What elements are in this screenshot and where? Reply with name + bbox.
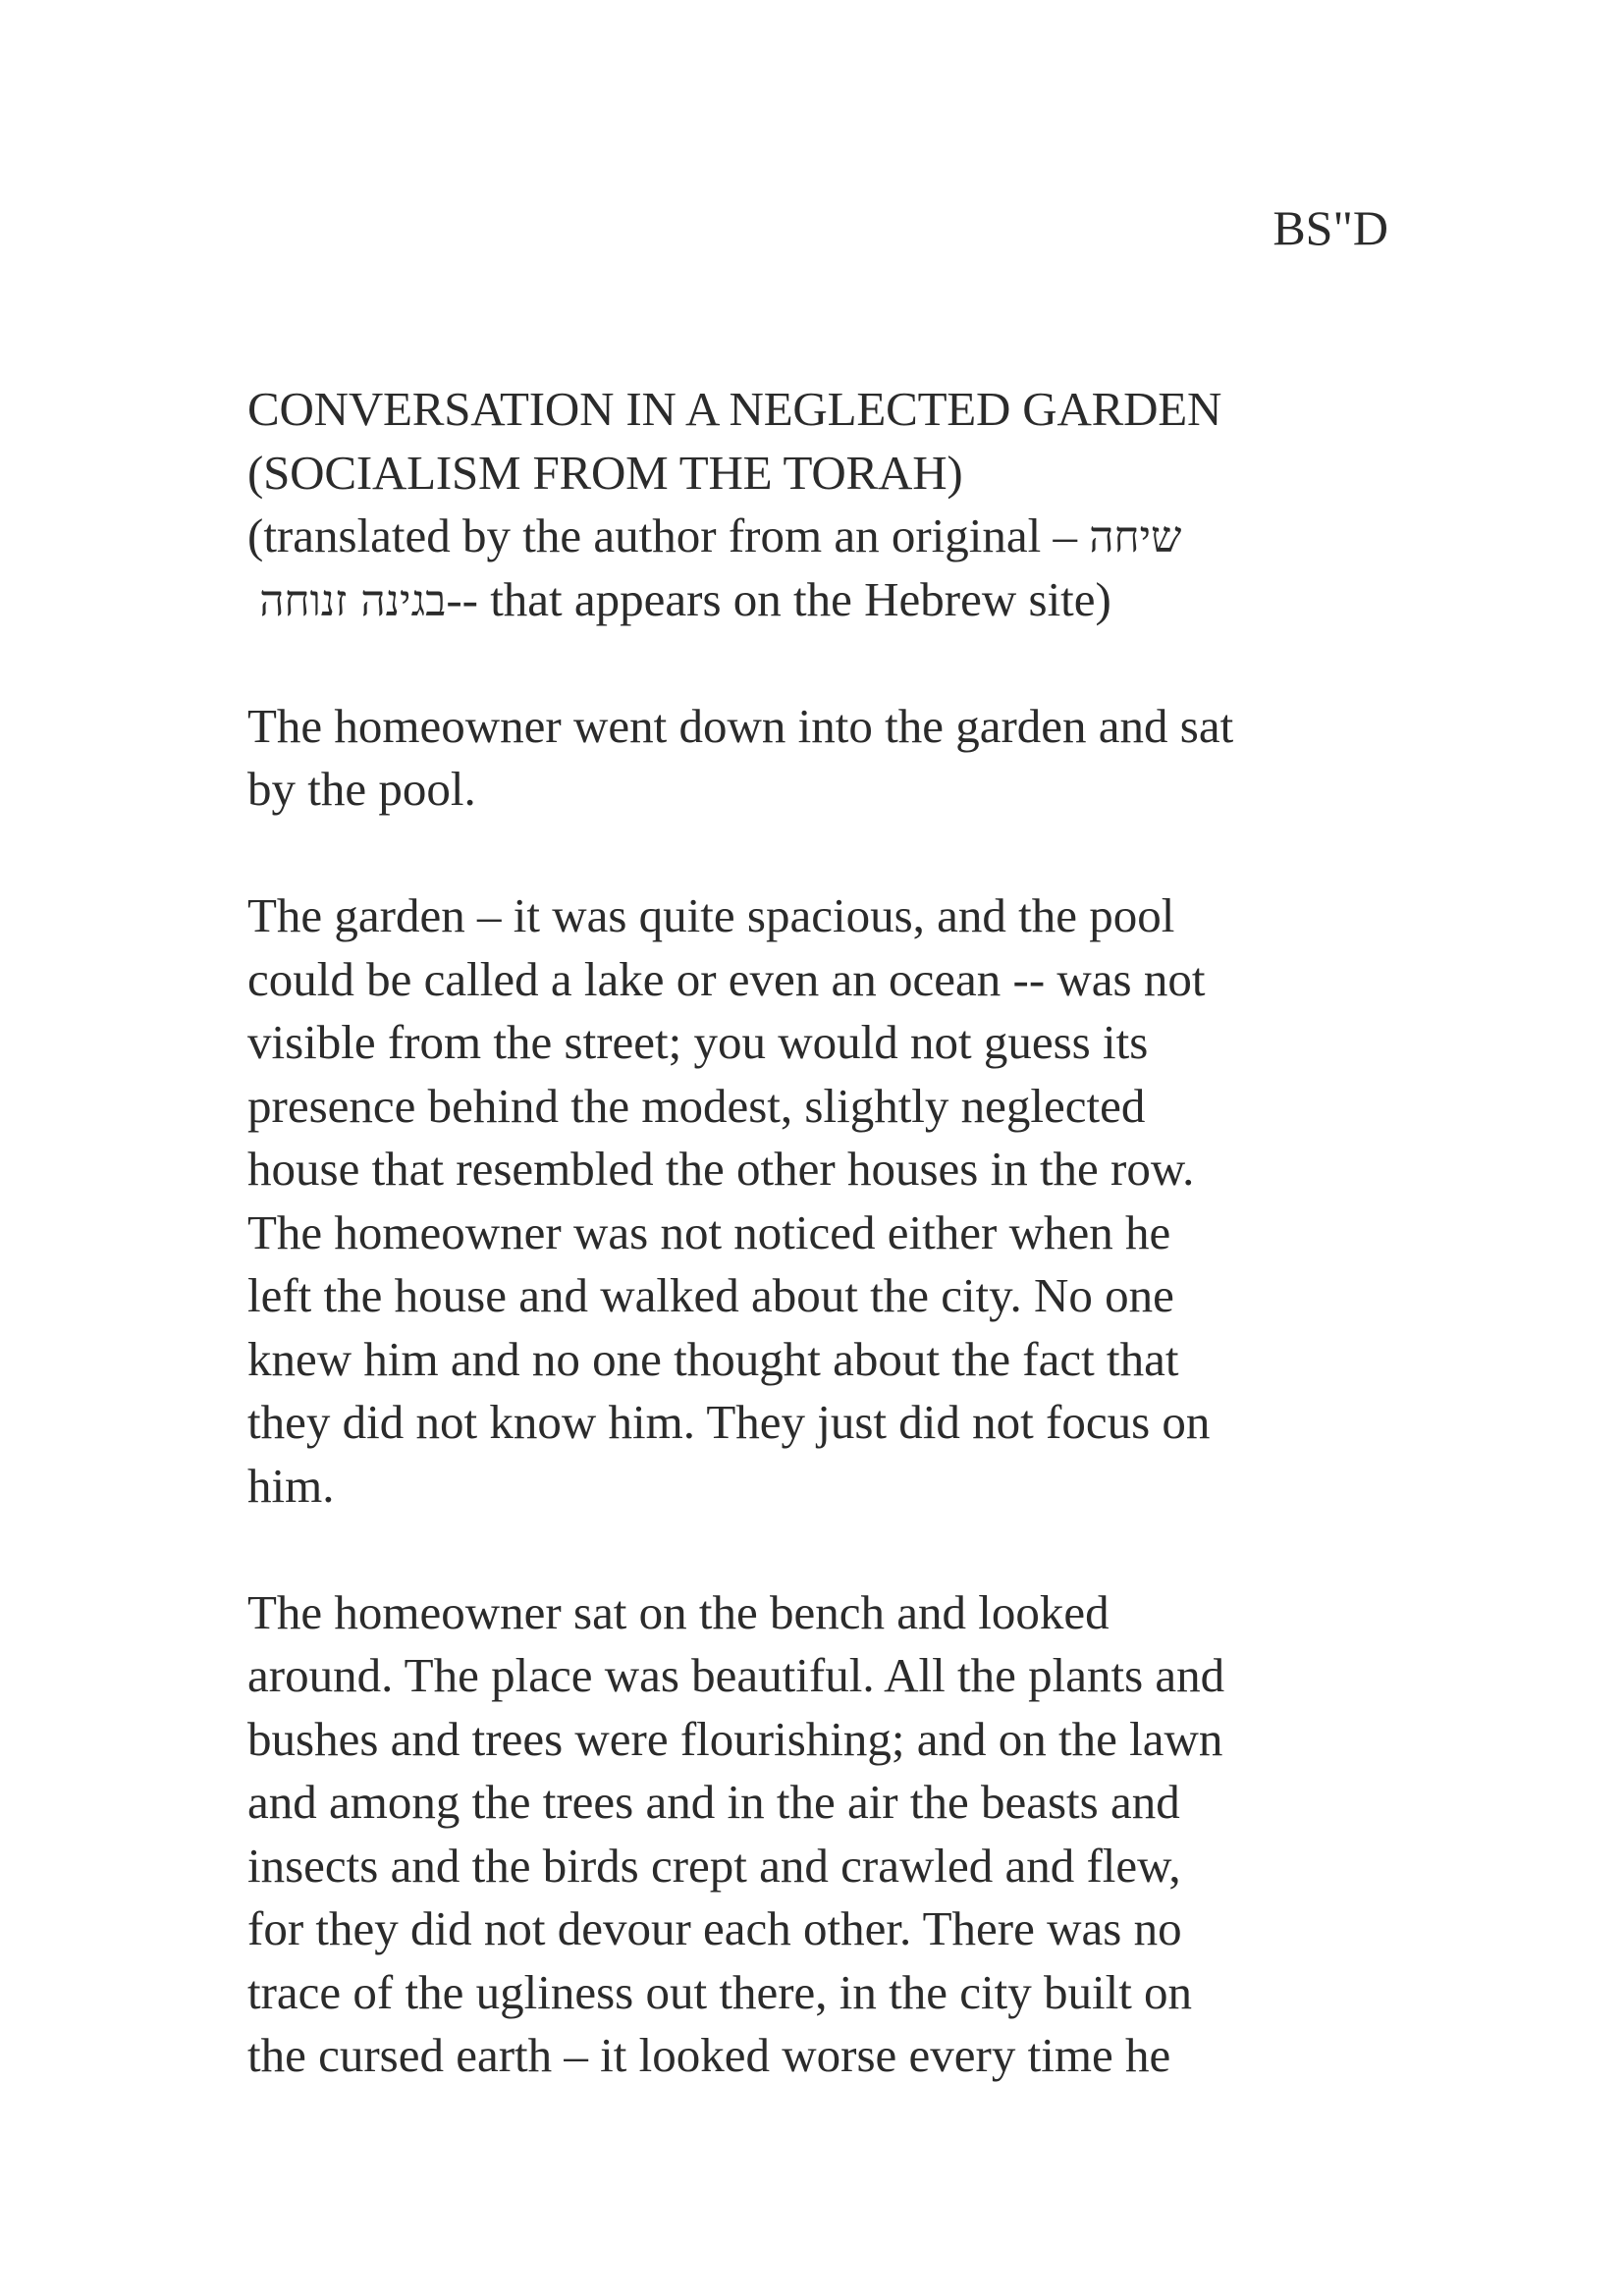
header-mark: BS"D: [1272, 200, 1388, 255]
text-line: left the house and walked about the city. No one: [247, 1268, 1174, 1322]
paragraph-3: [247, 1581, 1406, 2088]
text-line: trace of the ugliness out there, in the city built on: [247, 1964, 1193, 2019]
paragraph-gap: [247, 631, 1406, 695]
text-line: the cursed earth – it looked worse every time he: [247, 2028, 1171, 2082]
paragraph-gap: [247, 1518, 1406, 1581]
subtitle-hebrew: שיחה: [1089, 512, 1182, 562]
paragraph-1: [247, 695, 1406, 822]
subtitle-text: -- that appears on the Hebrew site): [446, 571, 1111, 626]
text-line: The homeowner sat on the bench and looked: [247, 1584, 1110, 1639]
paragraph-gap: [247, 822, 1406, 885]
text-line: presence behind the modest, slightly neglected: [247, 1078, 1146, 1133]
text-line: The homeowner was not noticed either when he: [247, 1204, 1171, 1259]
text-line: visible from the street; you would not guess its: [247, 1015, 1149, 1069]
text-line: they did not know him. They just did not focus on: [247, 1395, 1211, 1449]
title-line-1: CONVERSATION IN A NEGLECTED GARDEN: [247, 382, 1222, 436]
document-body: [247, 378, 1406, 2088]
subtitle-hebrew: בגינה זנוחה: [259, 575, 447, 626]
text-line: The homeowner went down into the garden and sat: [247, 698, 1234, 753]
text-line: for they did not devour each other. There was no: [247, 1901, 1182, 1955]
title-line-2: (SOCIALISM FROM THE TORAH): [247, 445, 963, 500]
text-line: by the pool.: [247, 762, 476, 816]
text-line: bushes and trees were flourishing; and on the lawn: [247, 1711, 1223, 1766]
subtitle-line-1: [247, 505, 1406, 568]
text-line: house that resembled the other houses in the row.: [247, 1142, 1195, 1196]
text-line: him.: [247, 1458, 335, 1513]
paragraph-2: [247, 884, 1406, 1518]
text-line: The garden – it was quite spacious, and the pool: [247, 888, 1175, 942]
title-block: [247, 378, 1406, 631]
text-line: insects and the birds crept and crawled and flew,: [247, 1838, 1181, 1893]
subtitle-text: (translated by the author from an original –: [247, 508, 1090, 562]
text-line: around. The place was beautiful. All the plants and: [247, 1648, 1225, 1702]
subtitle-line-2: [247, 568, 1406, 632]
text-line: and among the trees and in the air the beasts and: [247, 1775, 1180, 1829]
text-line: knew him and no one thought about the fact that: [247, 1331, 1179, 1386]
text-line: could be called a lake or even an ocean -- was not: [247, 951, 1206, 1006]
